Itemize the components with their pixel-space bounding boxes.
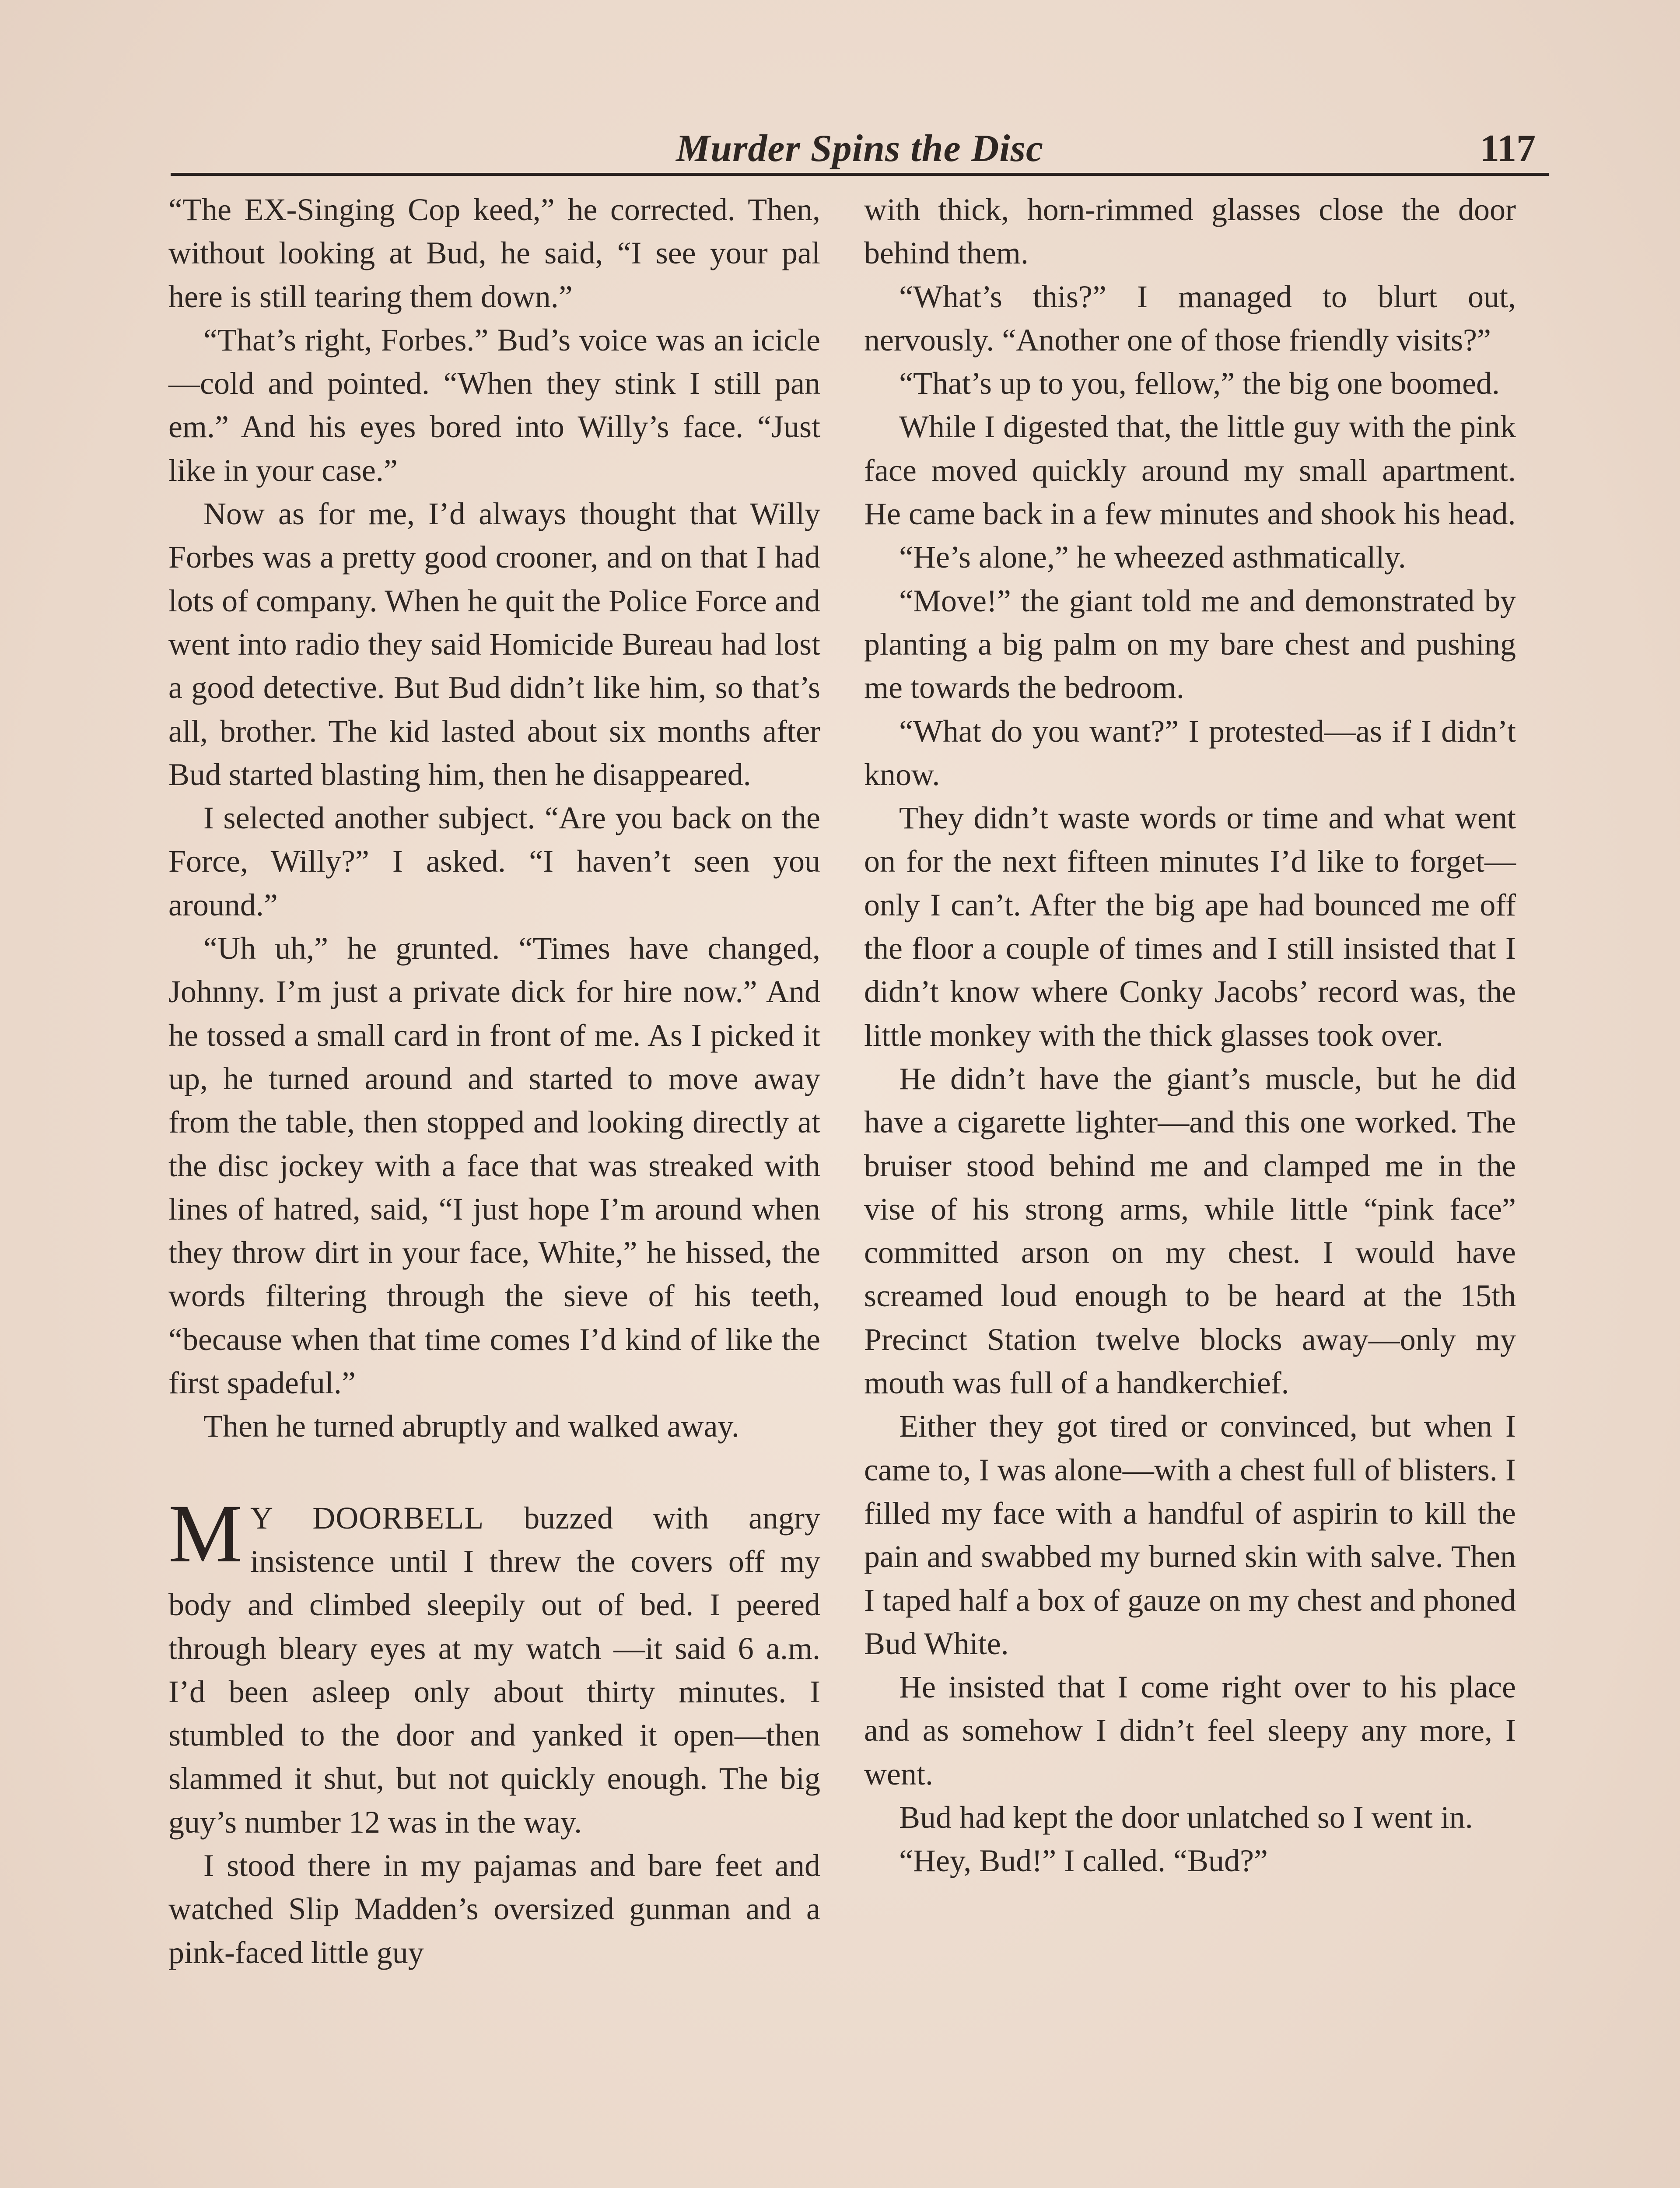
- drop-cap: M: [168, 1487, 242, 1580]
- paragraph-continuation: with thick, horn-rimmed glasses close the door behind them.: [864, 192, 1516, 271]
- paragraph: “Hey, Bud!” I called. “Bud?”: [899, 1843, 1268, 1879]
- paragraph: He insisted that I come right over to his place and as somehow I didn’t feel sleepy any more, I went.: [864, 1669, 1516, 1792]
- paragraph: “That’s right, Forbes.” Bud’s voice was an icicle—cold and pointed. “When they stink I still pan em.” And his eyes bored into Willy’s face. “Just like in your case.”: [168, 322, 820, 488]
- paragraph: “That’s up to you, fellow,” the big one boomed.: [899, 366, 1500, 401]
- paragraph: Bud had kept the door unlatched so I went in.: [899, 1799, 1473, 1835]
- paragraph: Now as for me, I’d always thought that Willy Forbes was a pretty good crooner, and on that I had lots of company. When he quit the Police Force and went into radio they said Homicide Bureau had lost a good detective. But Bud didn’t like him, so that’s all, brother. The kid lasted about six months after Bud started blasting him, then he disappeared.: [168, 496, 820, 792]
- paragraph: “The EX-Singing Cop keed,” he corrected. Then, without looking at Bud, he said, “I see your pal here is still tearing them down.”: [168, 192, 820, 314]
- page-header: [171, 125, 1549, 176]
- paragraph: “What do you want?” I protested—as if I didn’t know.: [864, 713, 1516, 792]
- section-break: [168, 1448, 820, 1497]
- paragraph: He didn’t have the giant’s muscle, but he did have a cigarette lighter—and this one worked. The bruiser stood behind me and clamped me in the vise of his strong arms, while little “pink face” committed arson on my chest. I would have screamed loud enough to be heard at the 15th Precinct Station twelve blocks away—only my mouth was full of a handkerchief.: [864, 1061, 1516, 1401]
- paragraph: They didn’t waste words or time and what went on for the next fifteen minutes I’d like to forget—only I can’t. After the big ape had bounced me off the floor a couple of times and I still insisted that I didn’t know where Conky Jacobs’ record was, the little monkey with the thick glasses took over.: [864, 800, 1516, 1053]
- paragraph: I stood there in my pajamas and bare feet and watched Slip Madden’s oversized gunman and a pink-faced little guy: [168, 1848, 820, 1970]
- left-column: [168, 188, 820, 1974]
- paragraph: While I digested that, the little guy with the pink face moved quickly around my small apartment. He came back in a few minutes and shook his head.: [864, 409, 1516, 532]
- right-column: [864, 188, 1516, 1883]
- paragraph: I selected another subject. “Are you back on the Force, Willy?” I asked. “I haven’t seen you around.”: [168, 800, 820, 922]
- paragraph: “Move!” the giant told me and demonstrated by planting a big palm on my bare chest and pushing me towards the bedroom.: [864, 583, 1516, 705]
- paragraph: Either they got tired or convinced, but when I came to, I was alone—with a chest full of blisters. I filled my face with a handful of aspirin to kill the pain and swabbed my burned skin with salve. Then I taped half a box of gauze on my chest and phoned Bud White.: [864, 1409, 1516, 1661]
- lead-caps: Y DOORBELL: [250, 1500, 484, 1536]
- paragraph-text: buzzed with angry insistence until I threw the covers off my body and climbed sleepily out of bed. I peered through bleary eyes at my watch —it said 6 a.m. I’d been asleep only about thirty minutes. I stumbled to the door and yanked it open—then slammed it shut, but not quickly enough. The big guy’s number 12 was in the way.: [168, 1500, 820, 1840]
- page-number: 117: [1480, 127, 1536, 170]
- paragraph: “What’s this?” I managed to blurt out, nervously. “Another one of those friendly visits?”: [864, 279, 1516, 358]
- paragraph: Then he turned abruptly and walked away.: [203, 1409, 739, 1444]
- paragraph: “He’s alone,” he wheezed asthmatically.: [899, 540, 1406, 575]
- running-title: Murder Spins the Disc: [676, 127, 1044, 170]
- paragraph: “Uh uh,” he grunted. “Times have changed, Johnny. I’m just a private dick for hire now.” And he tossed a small card in front of me. As I picked it up, he turned around and started to move away from the table, then stopped and looking directly at the disc jockey with a face that was streaked with lines of hatred, said, “I just hope I’m around when they throw dirt in your face, White,” he hissed, the words filtering through the sieve of his teeth, “because when that time comes I’d kind of like the first spadeful.”: [168, 931, 820, 1401]
- section-opening-paragraph: [168, 1487, 820, 1844]
